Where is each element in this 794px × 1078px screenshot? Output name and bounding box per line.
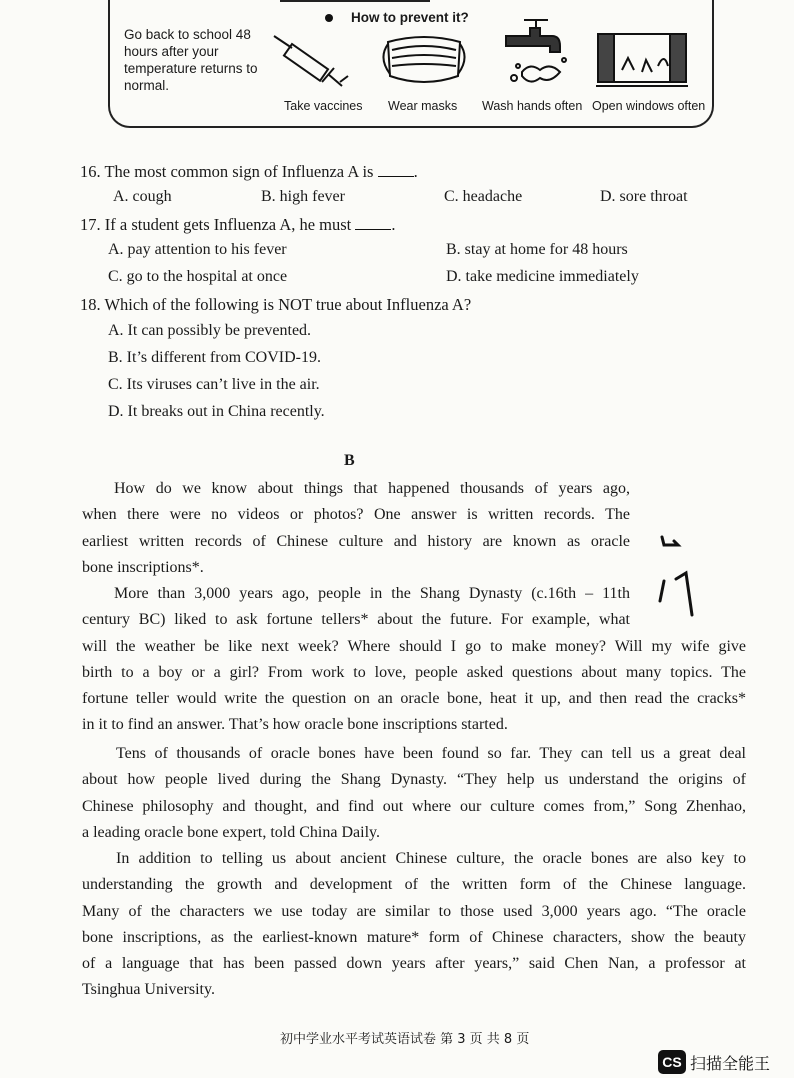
option-17b: B. stay at home for 48 hours [446, 241, 628, 258]
paragraph-line: bone inscriptions*. [82, 558, 204, 576]
option-16b: B. high fever [261, 188, 345, 205]
option-16c: C. headache [444, 188, 523, 205]
question-stem: Which of the following is NOT true about Influenza A? [104, 295, 472, 314]
section-heading-b: B [344, 452, 355, 469]
pen-mark [656, 505, 696, 625]
answer-blank [355, 215, 391, 230]
option-17a: A. pay attention to his fever [108, 241, 287, 258]
paragraph-line: earliest written records of Chinese culture and history are known as oracle [82, 532, 630, 550]
option-17d: D. take medicine immediately [446, 268, 639, 285]
paragraph-line: about how people lived during the Shang Dynasty. “They help us understand the origins of [82, 771, 746, 789]
paragraph-line: Many of the characters we use today are similar to those used 3,000 years ago. “The oracle [82, 902, 746, 920]
option-18a: A. It can possibly be prevented. [108, 322, 312, 339]
syringe-icon [270, 30, 352, 92]
paragraph-line: fortune teller would write the question on an oracle bone, heat it up, and then read the cracks* [82, 690, 746, 708]
page-footer: 初中学业水平考试英语试卷 第 3 页 共 8 页 [280, 1032, 530, 1047]
paragraph-line: a leading oracle bone expert, told China Daily. [82, 823, 380, 841]
question-number: 17. [80, 215, 101, 234]
paragraph-1 [82, 476, 630, 581]
paragraph-2 [82, 581, 746, 739]
paragraph-line: understanding the growth and development of the written form of the Chinese language. [82, 876, 746, 894]
paragraph-line: bone inscriptions, as the earliest-known mature* form of Chinese characters, show the beauty [82, 928, 746, 946]
poster-left-note: Go back to school 48 hours after your temperature returns to normal. [124, 27, 258, 93]
poster-prevent-title [325, 10, 469, 25]
paragraph-4 [82, 846, 746, 1004]
caption-wash-hands: Wash hands often [482, 99, 583, 113]
question-number: 16. [80, 162, 101, 181]
question-16 [80, 162, 418, 182]
option-18c: C. Its viruses can’t live in the air. [108, 376, 320, 393]
question-stem: The most common sign of Influenza A is [104, 162, 374, 181]
paragraph-line: How do we know about things that happened thousands of years ago, [114, 480, 630, 497]
answer-blank [378, 162, 414, 177]
question-number: 18. [80, 295, 101, 314]
paragraph-line: Chinese philosophy and thought, and find out where our culture comes from,” Song Zhenhao, [82, 797, 746, 815]
option-16a: A. cough [113, 188, 172, 205]
option-16d: D. sore throat [600, 188, 688, 205]
bullet-icon [325, 14, 333, 22]
paragraph-line: in it to find an answer. That’s how oracle bone inscriptions started. [82, 716, 508, 734]
faucet-icon [500, 14, 578, 92]
option-18b: B. It’s different from COVID-19. [108, 349, 321, 366]
paragraph-line: Tsinghua University. [82, 981, 215, 999]
option-18d: D. It breaks out in China recently. [108, 403, 325, 420]
caption-open-windows: Open windows often [592, 99, 706, 113]
poster-top-border [280, 0, 430, 2]
option-17c: C. go to the hospital at once [108, 268, 288, 285]
paragraph-3 [82, 741, 746, 846]
paragraph-line: when there were no videos or photos? One answer is written records. The [82, 506, 630, 524]
paragraph-line: of a language that has been passed down years after years,” said Chen Nan, a professor at [82, 955, 746, 973]
question-stem-end: . [413, 162, 418, 181]
question-18 [80, 295, 471, 315]
window-icon [594, 30, 690, 92]
caption-take-vaccines: Take vaccines [284, 99, 363, 113]
camscanner-watermark-text: 扫描全能王 [690, 1054, 771, 1073]
caption-wear-masks: Wear masks [388, 99, 458, 113]
paragraph-line: Tens of thousands of oracle bones have been found so far. They can tell us a great deal [116, 745, 746, 762]
paragraph-line: In addition to telling us about ancient Chinese culture, the oracle bones are also key to [116, 850, 746, 867]
paragraph-line: century BC) liked to ask fortune tellers* about the future. For example, what [82, 611, 630, 629]
question-17 [80, 215, 396, 235]
prevent-title-text: How to prevent it? [351, 10, 469, 25]
question-stem-end: . [391, 215, 396, 234]
paragraph-line: birth to a boy or a girl? From work to love, people asked questions about many topics. The [82, 663, 746, 681]
question-stem: If a student gets Influenza A, he must [104, 215, 352, 234]
mask-icon [378, 30, 470, 90]
paragraph-line: will the weather be like next week? Where should I go to make money? Will my wife give [82, 637, 746, 655]
paragraph-line: More than 3,000 years ago, people in the Shang Dynasty (c.16th – 11th [114, 585, 630, 602]
camscanner-logo-icon: CS [658, 1050, 686, 1074]
